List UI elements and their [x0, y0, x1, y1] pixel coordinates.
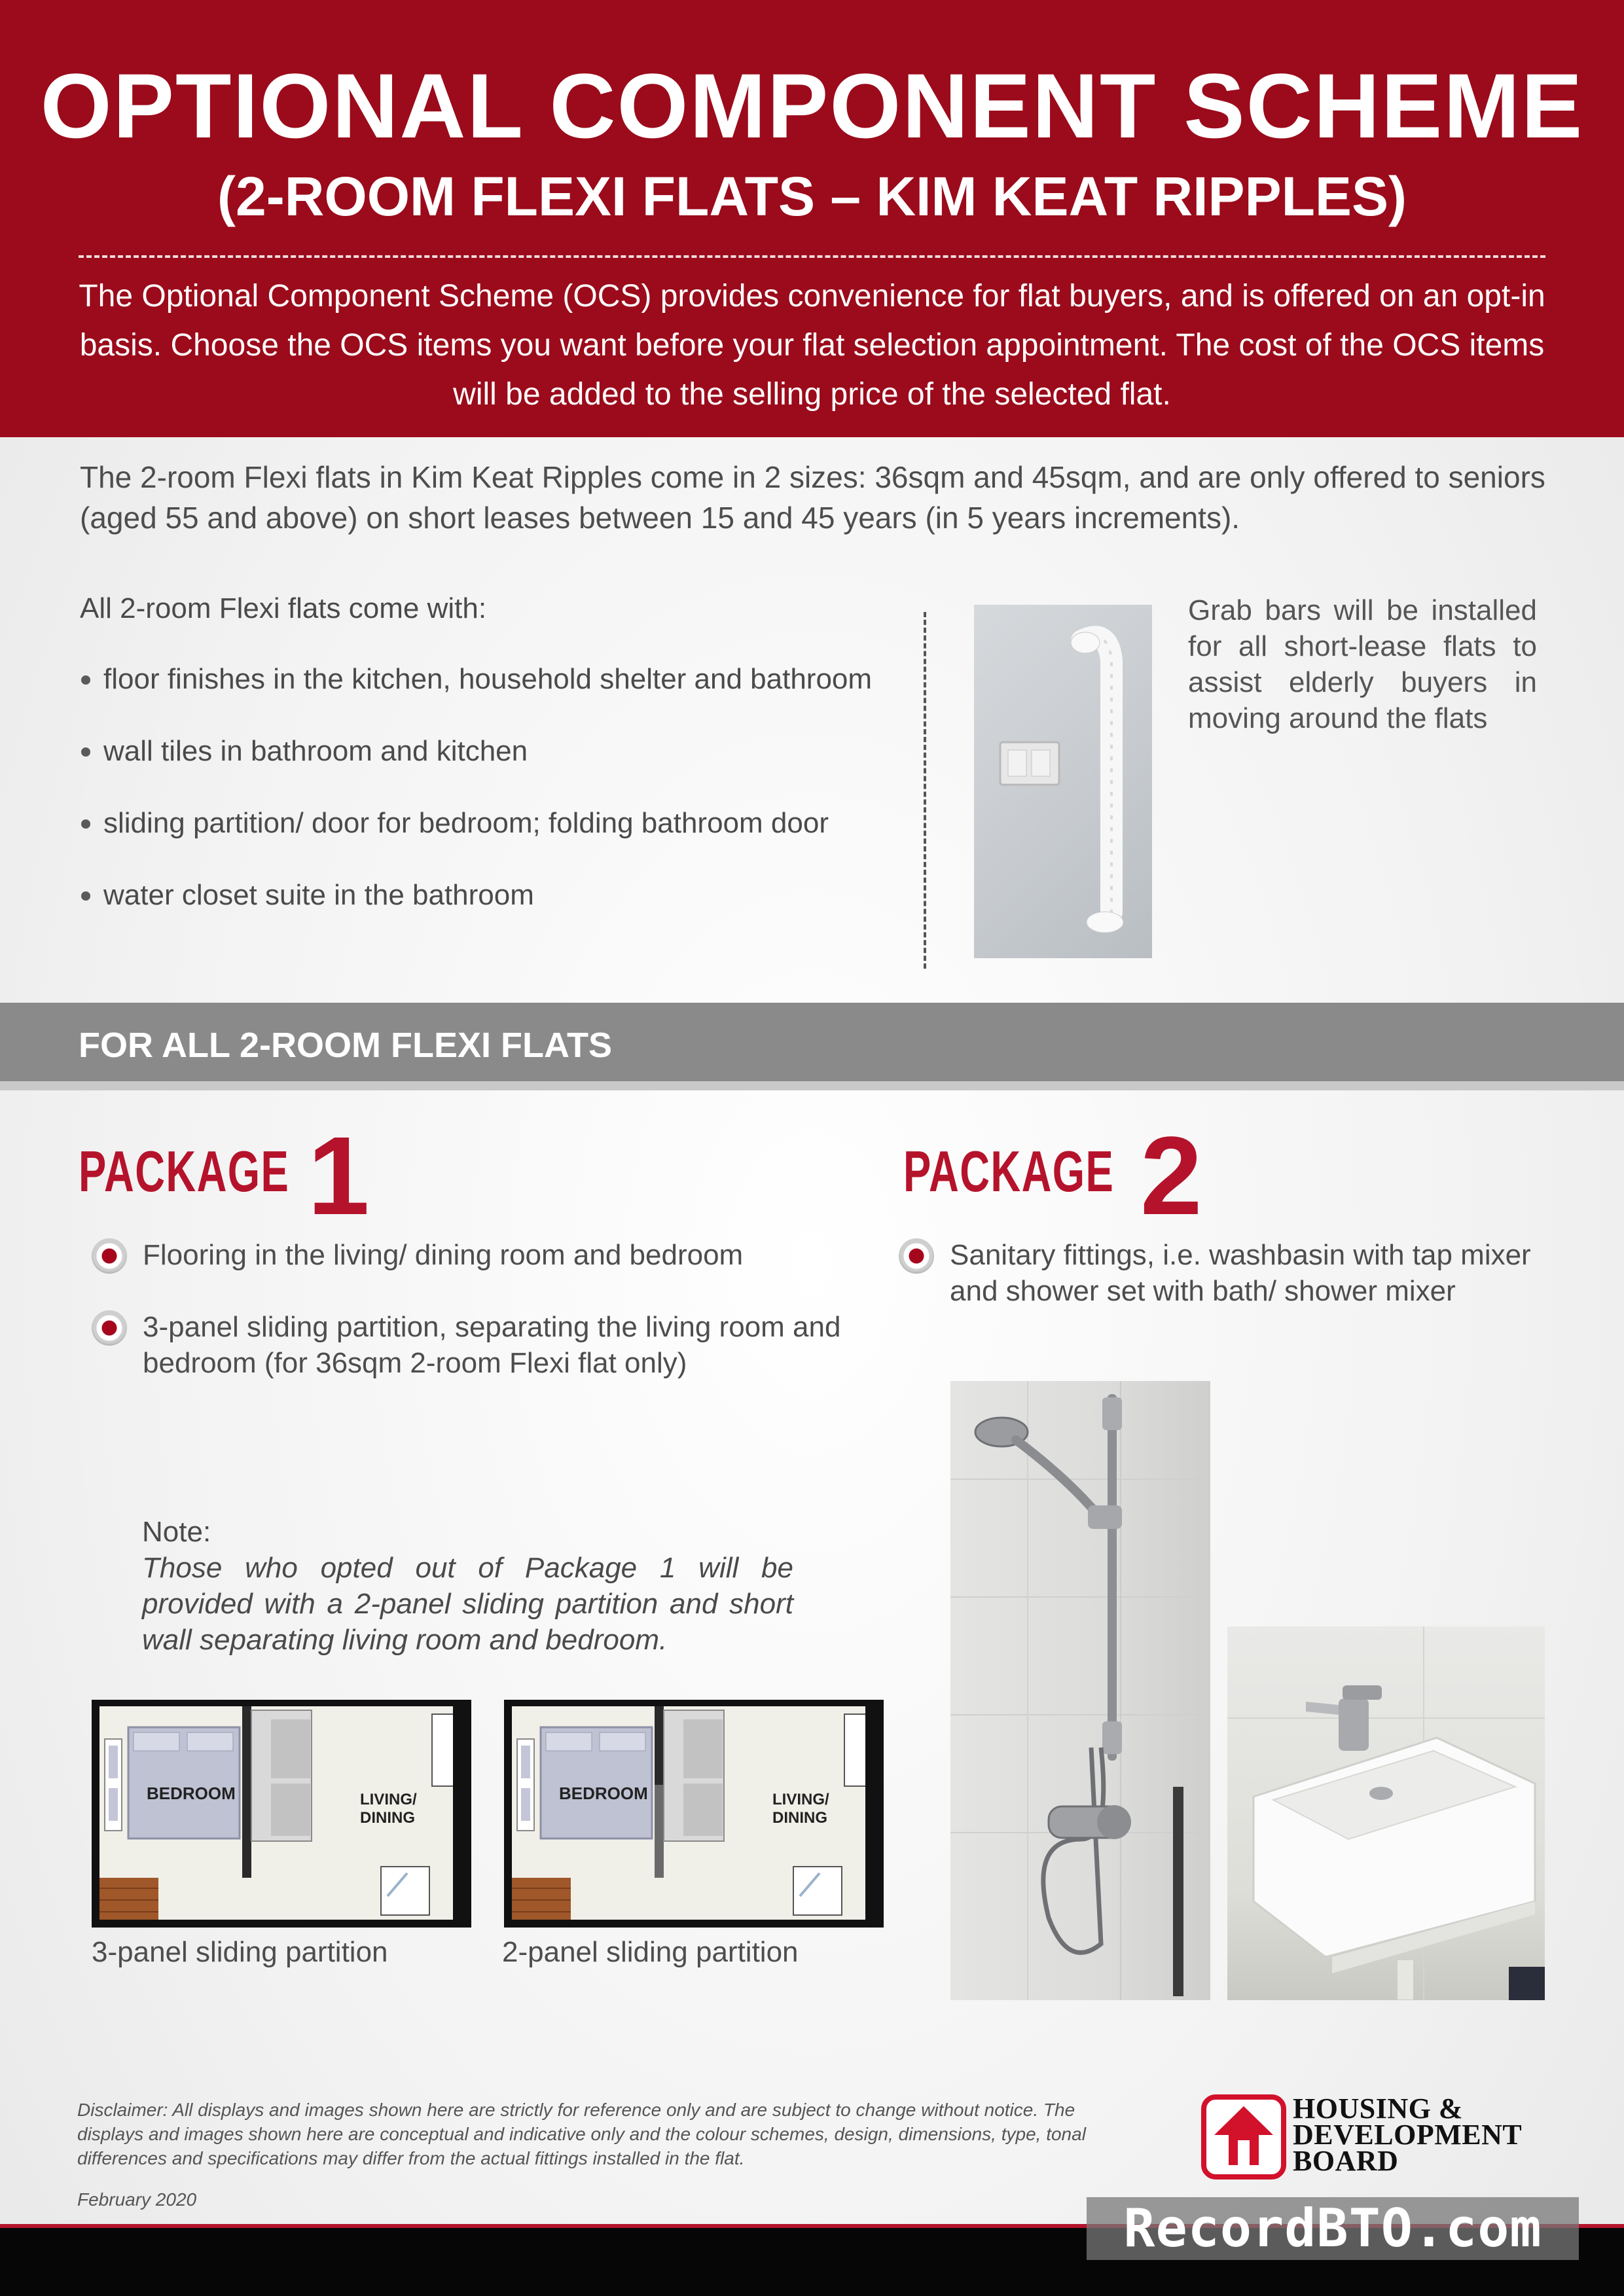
inclusions-heading: All 2-room Flexi flats come with: [80, 592, 487, 624]
inclusions-list [80, 661, 931, 913]
page-title: OPTIONAL COMPONENT SCHEME [40, 54, 1584, 157]
package-2-list [899, 1237, 1560, 1345]
list-item [92, 1309, 851, 1381]
watermark [1087, 2197, 1579, 2260]
bullet-radio-icon [899, 1238, 934, 1274]
section-bar [0, 1003, 1624, 1090]
grab-bar-note: Grab bars will be installed for all short-lease flats to assist elderly buyers in moving around the flats [1188, 594, 1537, 734]
hdb-logo-text [1293, 2092, 1523, 2177]
package-1-word: PACKAGE [79, 1139, 290, 1204]
floor-plan-3-panel [92, 1700, 471, 1928]
page-subtitle: (2-ROOM FLEXI FLATS – KIM KEAT RIPPLES) [217, 166, 1407, 227]
package-1-item: 3-panel sliding partition, separating the living room and bedroom (for 36sqm 2-room Flexi flat only) [143, 1311, 841, 1379]
package-2-word: PACKAGE [903, 1139, 1115, 1204]
package-1-item: Flooring in the living/ dining room and bedroom [143, 1239, 744, 1271]
bullet-radio-icon [92, 1238, 127, 1274]
list-item: water closet suite in the bathroom [80, 877, 931, 913]
bullet-radio-icon [92, 1310, 127, 1346]
note-body: Those who opted out of Package 1 will be provided with a 2-panel sliding partition and short wall separating living room and bedroom. [142, 1552, 793, 1656]
plan-room1-label: BEDROOM [559, 1784, 648, 1803]
list-item [899, 1237, 1560, 1309]
washbasin-photo [1227, 1626, 1545, 2000]
note-label: Note: [142, 1516, 211, 1548]
section-title: FOR ALL 2-ROOM FLEXI FLATS [79, 1026, 612, 1065]
hdb-logo [1201, 2094, 1542, 2179]
hdb-logo-line: HOUSING & [1293, 2092, 1463, 2125]
vertical-divider [924, 612, 926, 969]
floor-plan-3-caption: 3-panel sliding partition [92, 1936, 388, 1968]
package-1-list [92, 1237, 851, 1417]
hdb-logo-line: BOARD [1293, 2145, 1399, 2177]
watermark-text: RecordBTO.com [1123, 2198, 1542, 2259]
plan-room1-label: BEDROOM [147, 1784, 236, 1803]
list-item [92, 1237, 851, 1273]
floor-plan-2-panel [504, 1700, 884, 1928]
list-item: sliding partition/ door for bedroom; folding bathroom door [80, 805, 931, 841]
package-2-number: 2 [1140, 1114, 1202, 1238]
publication-date: February 2020 [77, 2189, 197, 2210]
plan-room2-label: DINING [360, 1809, 415, 1827]
header-divider [79, 255, 1545, 258]
package-1-number: 1 [308, 1114, 370, 1238]
list-item: wall tiles in bathroom and kitchen [80, 733, 931, 769]
hdb-logo-line: DEVELOPMENT [1293, 2119, 1523, 2151]
lead-paragraph: The 2-room Flexi flats in Kim Keat Ripples come in 2 sizes: 36sqm and 45sqm, and are only offered to seniors (aged 55 and above) on short leases between 15 and 45 years (in 5 years increments). [80, 460, 1545, 535]
floor-plan-2-caption: 2-panel sliding partition [502, 1936, 799, 1968]
hdb-house-icon [1201, 2094, 1286, 2179]
disclaimer: Disclaimer: All displays and images shown here are strictly for reference only and are subject to change without notice. The displays and images shown here are conceptual and indicative only and the colour schemes, design, dimensions, type, tonal differences and specifications may differ from the actual fittings installed in the flat. [77, 2100, 1086, 2168]
intro-paragraph: The Optional Component Scheme (OCS) provides convenience for flat buyers, and is offered on an opt-in basis. Choose the OCS items you want before your flat selection appointment. The cost of the OCS items will be added to the selling price of the selected flat. [79, 279, 1545, 412]
grab-bar-photo [974, 605, 1152, 958]
plan-room2-label: DINING [772, 1809, 827, 1827]
shower-set-photo [950, 1381, 1210, 2000]
package-1-heading [79, 1114, 471, 1238]
package-2-heading [903, 1114, 1296, 1238]
standard-inclusions [80, 589, 931, 949]
package-1-note [142, 1514, 793, 1658]
list-item: floor finishes in the kitchen, household shelter and bathroom [80, 661, 931, 697]
package-2-item: Sanitary fittings, i.e. washbasin with tap mixer and shower set with bath/ shower mixer [950, 1239, 1531, 1307]
header-banner [0, 0, 1624, 437]
plan-room2-label: LIVING/ [360, 1791, 417, 1808]
plan-room2-label: LIVING/ [772, 1791, 829, 1808]
